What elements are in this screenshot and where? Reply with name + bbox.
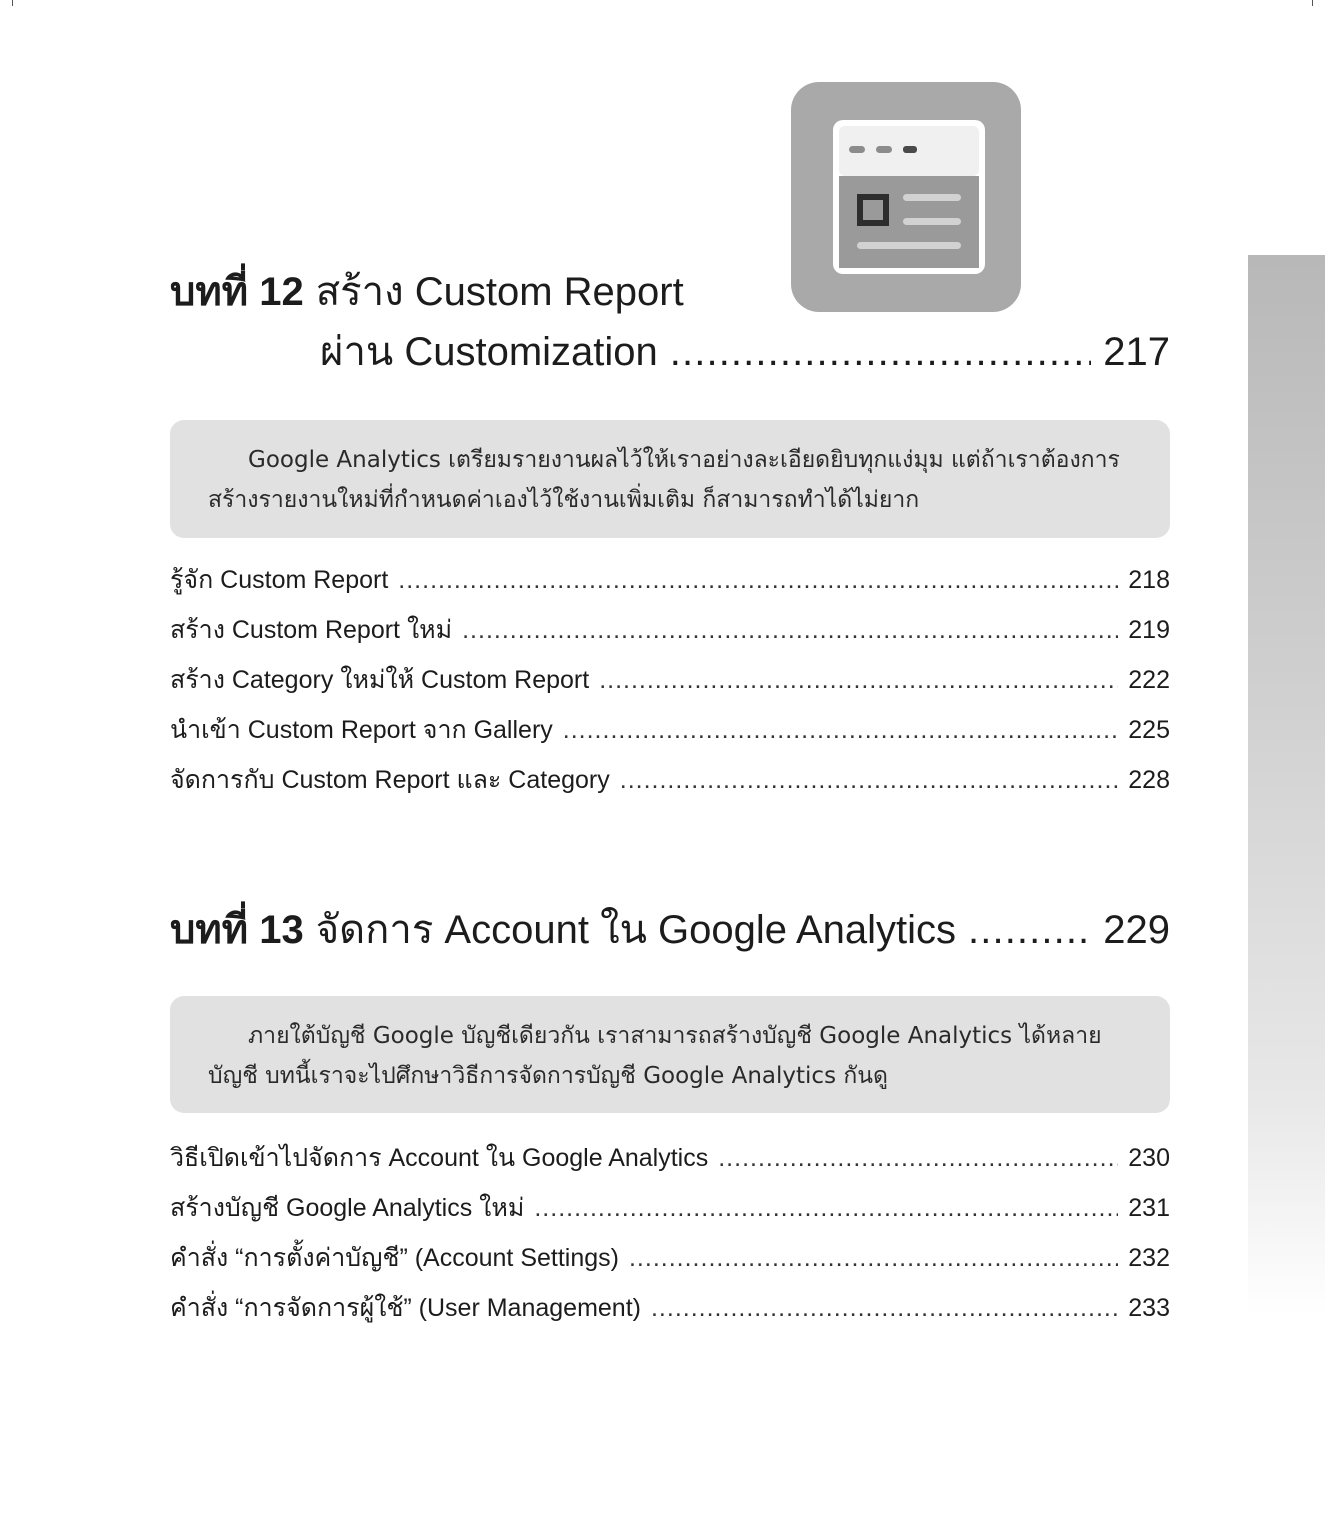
toc-entry-page: 228	[1128, 765, 1170, 794]
toc-entry-label: นำเข้า Custom Report จาก Gallery	[170, 716, 553, 744]
toc-entry-label: สร้าง Custom Report ใหม่	[170, 616, 453, 644]
toc-entry[interactable]	[170, 755, 1170, 805]
toc-entry[interactable]	[170, 1233, 1170, 1283]
chapter-13-title-text: จัดการ Account ใน Google Analytics	[315, 908, 957, 952]
toc-entry-page: 231	[1128, 1193, 1170, 1222]
toc-entry-label: รู้จัก Custom Report	[170, 566, 389, 594]
toc-entry-leader	[462, 616, 1118, 645]
chapter-13-page: 229	[1103, 908, 1170, 952]
chapter-12-title-leader	[670, 322, 1091, 382]
chapter-12-prefix: บทที่ 12	[170, 270, 304, 314]
toc-entry-page: 233	[1128, 1293, 1170, 1322]
toc-entry-leader	[620, 766, 1119, 795]
chapter-12-title	[170, 262, 1170, 382]
toc-entry-leader	[398, 566, 1118, 595]
chapter-12-summary: Google Analytics เตรียมรายงานผลไว้ให้เราอย่างละเอียดยิบทุกแง่มุม แต่ถ้าเราต้องการสร้างรายงานใหม่ที่กำหนดค่าเองไว้ใช้งานเพิ่มเติม ก็สามารถทำได้ไม่ยาก	[208, 447, 1120, 513]
chapter-12-page: 217	[1103, 330, 1170, 374]
toc-entry-label: สร้างบัญชี Google Analytics ใหม่	[170, 1194, 525, 1222]
chapter-13-title	[170, 900, 1170, 960]
chapter-13-title-leader	[968, 900, 1091, 960]
toc-entry[interactable]	[170, 705, 1170, 755]
chapter-13-section-list	[170, 1133, 1170, 1333]
toc-entry-label: คำสั่ง “การจัดการผู้ใช้” (User Management)	[170, 1294, 641, 1322]
toc-entry-page: 230	[1128, 1143, 1170, 1172]
toc-entry[interactable]	[170, 1283, 1170, 1333]
toc-entry-label: วิธีเปิดเข้าไปจัดการ Account ใน Google Analytics	[170, 1144, 709, 1172]
toc-entry-leader	[534, 1194, 1118, 1223]
toc-entry-leader	[651, 1294, 1118, 1323]
side-thumb-tab	[1248, 255, 1325, 1315]
toc-entry[interactable]	[170, 1183, 1170, 1233]
toc-entry[interactable]	[170, 555, 1170, 605]
crop-mark-right	[1312, 0, 1313, 6]
chapter-12-title-text-2: ผ่าน Customization	[320, 330, 658, 374]
chapter-12-title-text-1: สร้าง Custom Report	[315, 270, 684, 314]
toc-entry-label: จัดการกับ Custom Report และ Category	[170, 766, 610, 794]
crop-mark-left	[12, 0, 13, 6]
toc-entry-page: 232	[1128, 1243, 1170, 1272]
toc-entry-leader	[563, 716, 1119, 745]
toc-entry[interactable]	[170, 1133, 1170, 1183]
chapter-13-summary: ภายใต้บัญชี Google บัญชีเดียวกัน เราสามารถสร้างบัญชี Google Analytics ได้หลายบัญชี บทนี้เราจะไปศึกษาวิธีการจัดการบัญชี Google Analytics กันดู	[208, 1023, 1102, 1089]
chapter-12-summary-box	[170, 420, 1170, 538]
toc-entry-page: 218	[1128, 565, 1170, 594]
toc-entry-page: 222	[1128, 665, 1170, 694]
toc-entry-page: 225	[1128, 715, 1170, 744]
toc-entry-page: 219	[1128, 615, 1170, 644]
toc-entry-leader	[629, 1244, 1118, 1273]
chapter-13-prefix: บทที่ 13	[170, 908, 304, 952]
toc-entry-leader	[718, 1144, 1118, 1173]
chapter-12-section-list	[170, 555, 1170, 805]
chapter-12-title-line-1	[170, 262, 1170, 322]
toc-entry-leader	[599, 666, 1118, 695]
chapter-13-summary-box	[170, 996, 1170, 1113]
toc-entry-label: คำสั่ง “การตั้งค่าบัญชี” (Account Settings)	[170, 1244, 619, 1272]
chapter-12-title-line-2	[170, 322, 1170, 382]
toc-entry[interactable]	[170, 605, 1170, 655]
toc-entry[interactable]	[170, 655, 1170, 705]
chapter-13-title-line	[170, 900, 1170, 960]
toc-entry-label: สร้าง Category ใหม่ให้ Custom Report	[170, 666, 590, 694]
